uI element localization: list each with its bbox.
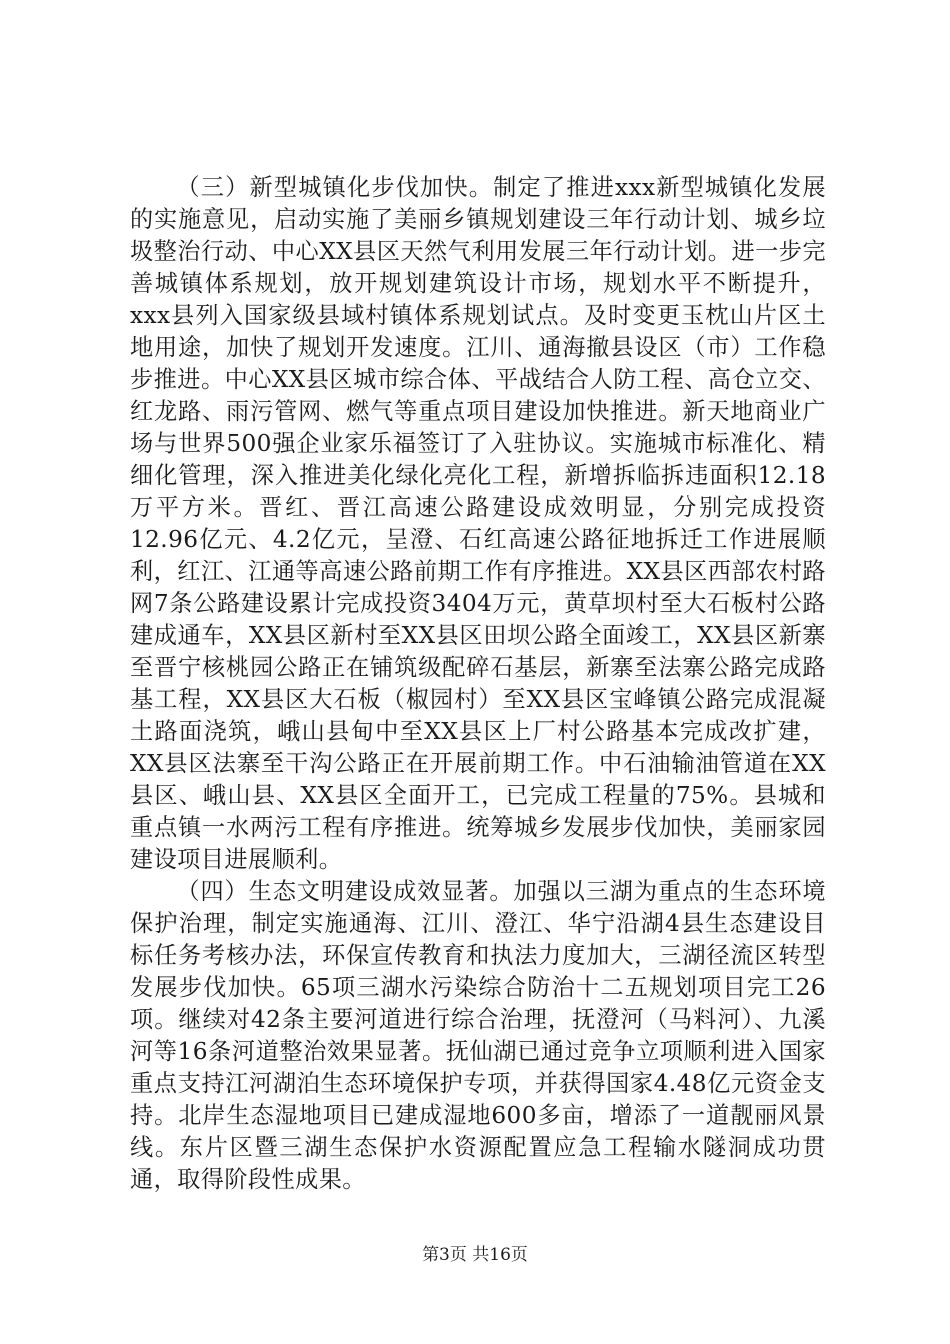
page-footer: 第3页 共16页 xyxy=(422,1245,528,1265)
paragraph-new-urbanization: （三）新型城镇化步伐加快。制定了推进xxx新型城镇化发展的实施意见，启动实施了美丽乡镇规划建设三年行动计划、城乡垃圾整治行动、中心XX县区天然气利用发展三年行动计划。进一步完善城镇体系规划，放开规划建筑设计市场，规划水平不断提升，xxx县列入国家级县域村镇体系规划试点。及时变更玉枕山片区土地用途，加快了规划开发速度。江川、通海撤县设区（市）工作稳步推进。中心XX县区城市综合体、平战结合人防工程、高仓立交、红龙路、雨污管网、燃气等重点项目建设加快推进。新天地商业广场与世界500强企业家乐福签订了入驻协议。实施城市标准化、精细化管理，深入推进美化绿化亮化工程，新增拆临拆违面积12.18万平方米。晋红、晋江高速公路建设成效明显，分别完成投资12.96亿元、4.2亿元，呈澄、石红高速公路征地拆迁工作进展顺利，红江、江通等高速公路前期工作有序推进。XX县区西部农村路网7条公路建设累计完成投资3404万元，黄草坝村至大石板村公路建成通车，XX县区新村至XX县区田坝公路全面竣工，XX县区新寨至晋宁核桃园公路正在铺筑级配碎石基层，新寨至法寨公路完成路基工程，XX县区大石板（椒园村）至XX县区宝峰镇公路完成混凝土路面浇筑，峨山县甸中至XX县区上厂村公路基本完成改扩建，XX县区法寨至干沟公路正在开展前期工作。中石油输油管道在XX县区、峨山县、XX县区全面开工，已完成工程量的75%。县城和重点镇一水两污工程有序推进。统筹城乡发展步伐加快，美丽家园建设项目进展顺利。 xyxy=(130,174,826,873)
document-body xyxy=(130,172,826,1196)
paragraph-ecological-civilization: （四）生态文明建设成效显著。加强以三湖为重点的生态环境保护治理，制定实施通海、江川、澄江、华宁沿湖4县生态建设目标任务考核办法，环保宣传教育和执法力度加大，三湖径流区转型发展步伐加快。65项三湖水污染综合防治十二五规划项目完工26项。继续对42条主要河道进行综合治理，抚澄河（马料河）、九溪河等16条河道整治效果显著。抚仙湖已通过竞争立项顺利进入国家重点支持江河湖泊生态环境保护专项，并获得国家4.48亿元资金支持。北岸生态湿地项目已建成湿地600多亩，增添了一道靓丽风景线。东片区暨三湖生态保护水资源配置应急工程输水隧洞成功贯通，取得阶段性成果。 xyxy=(130,878,826,1193)
